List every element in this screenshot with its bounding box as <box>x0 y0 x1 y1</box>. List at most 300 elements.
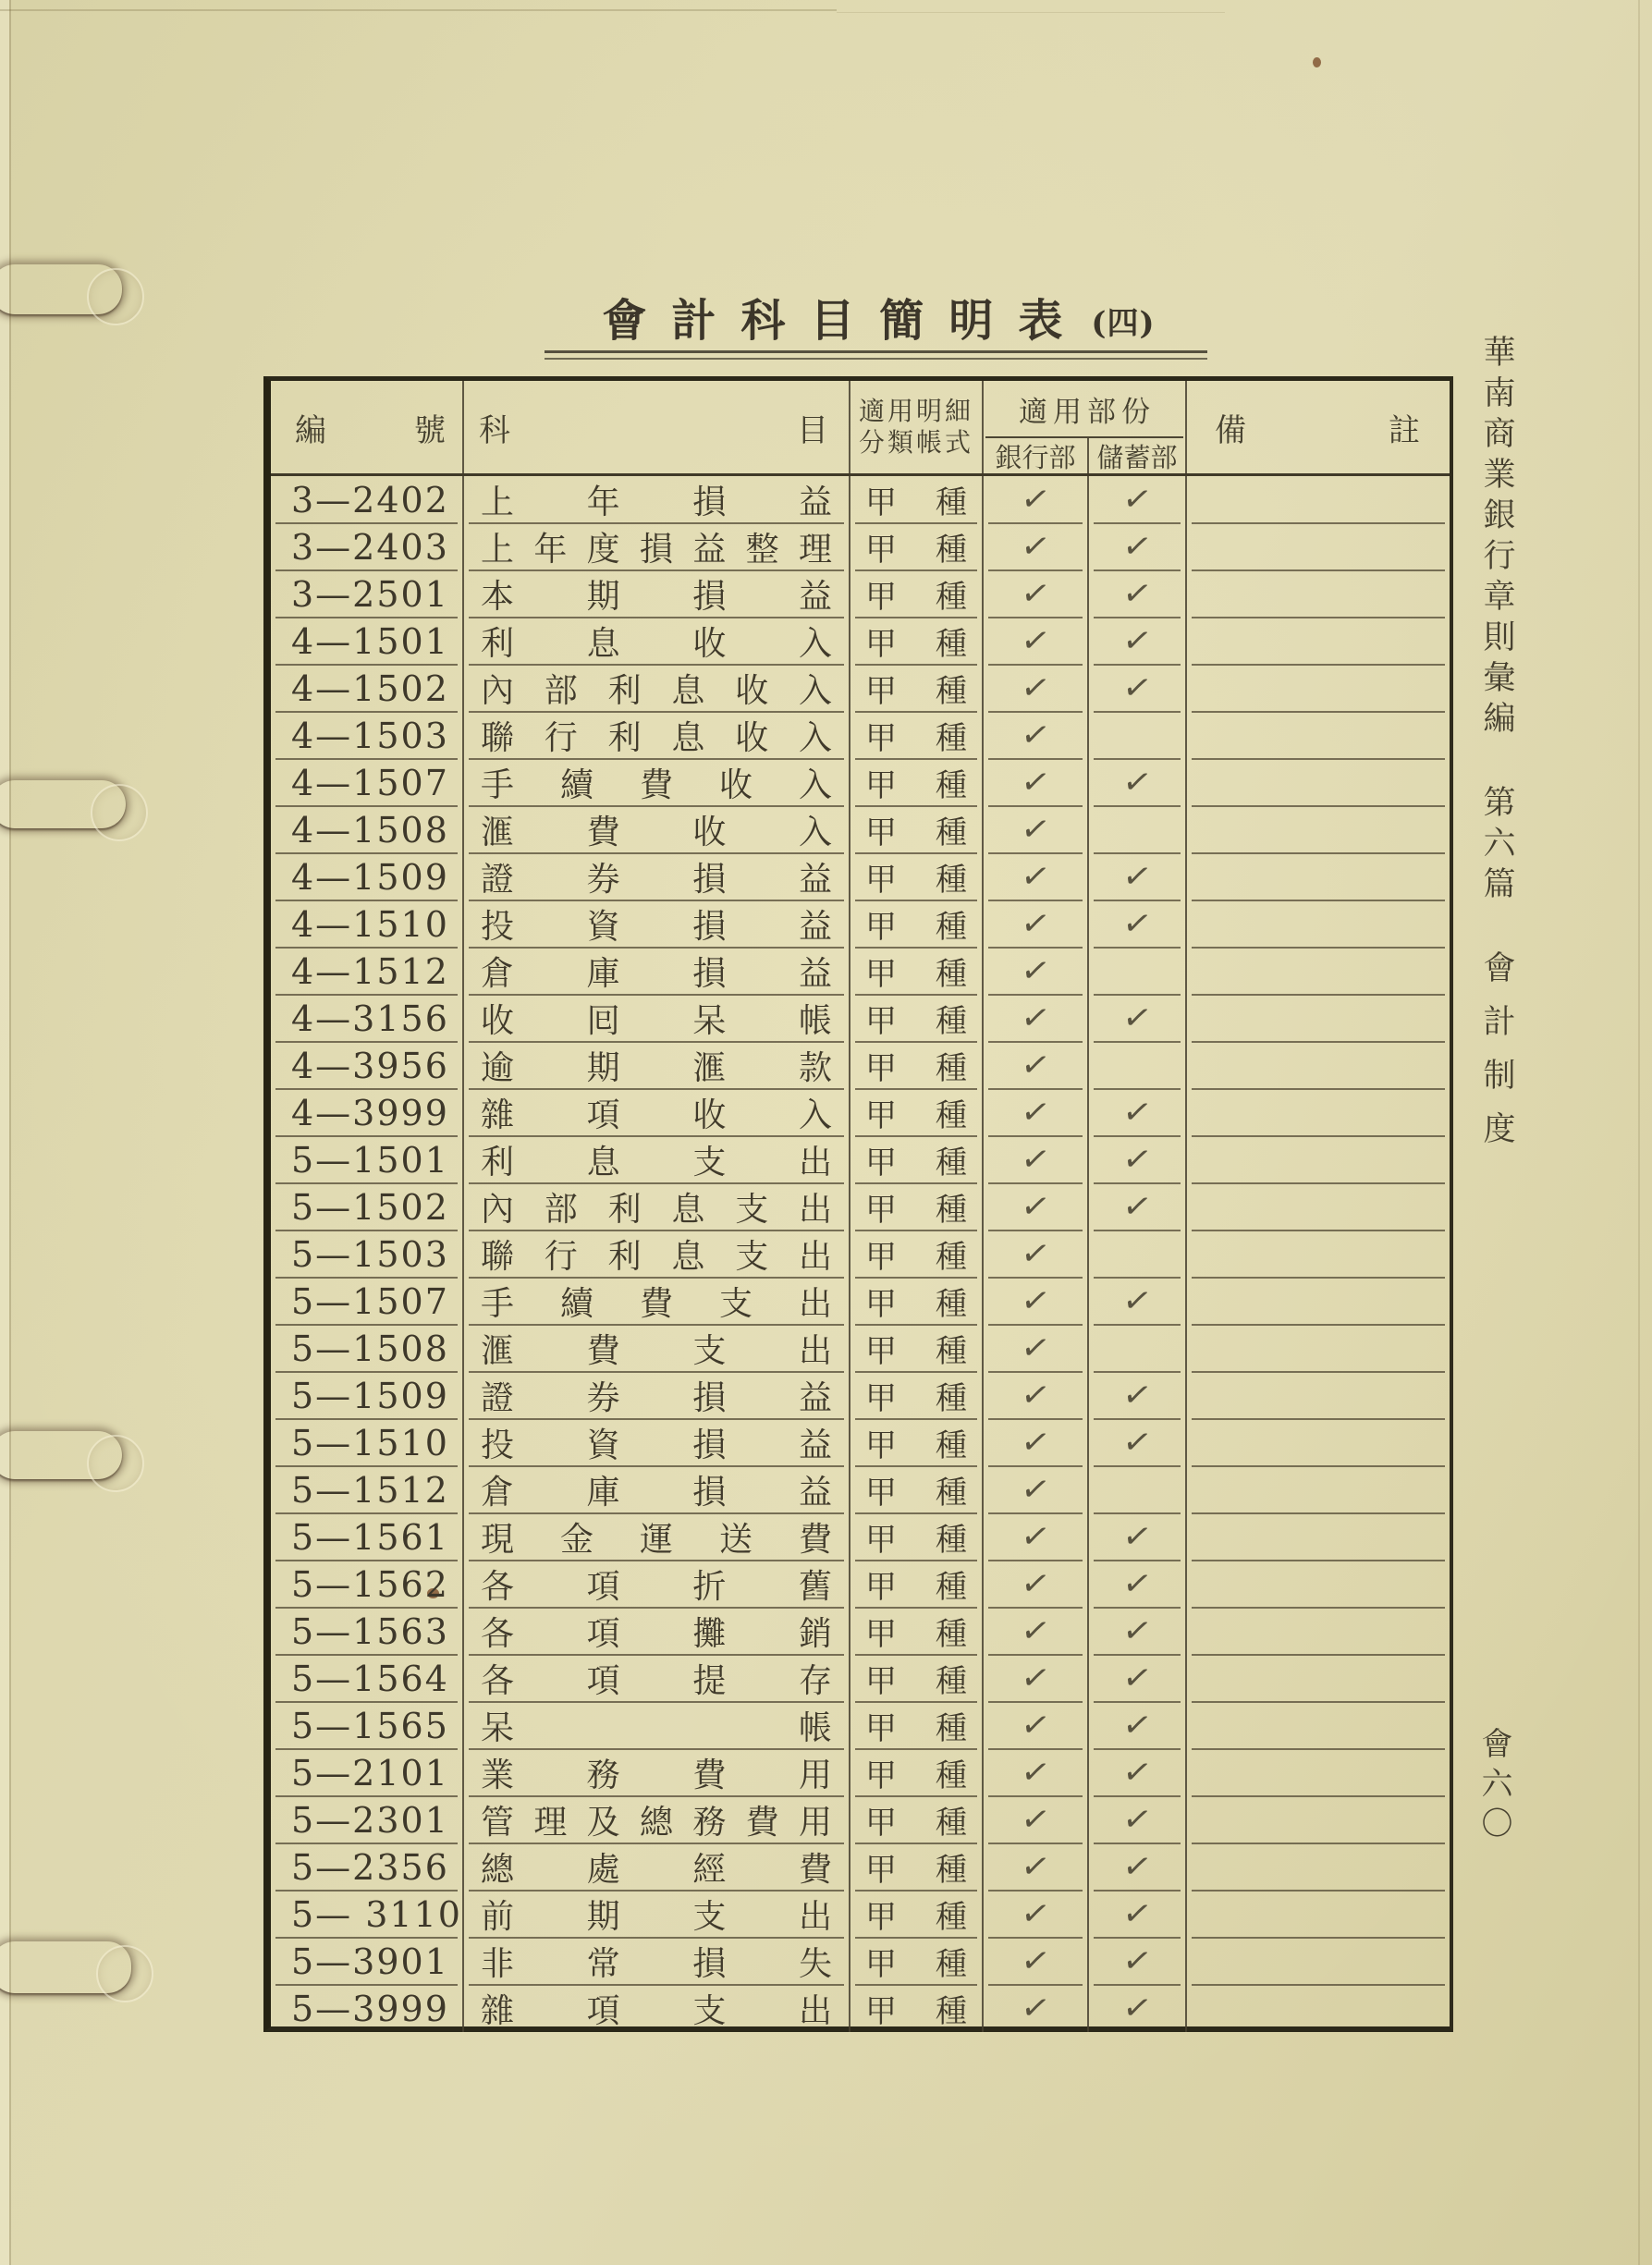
subject-char: 整 <box>745 531 779 569</box>
check-mark: ✓ <box>1018 1045 1053 1086</box>
col-header-savings-dept: 儲蓄部 <box>1096 441 1178 473</box>
table-row <box>271 1419 1450 1466</box>
account-subject-cell <box>464 523 850 570</box>
subject-char: 帳 <box>798 1002 832 1040</box>
subject-char: 支 <box>735 1238 769 1276</box>
ledger-type-char: 種 <box>936 1097 967 1134</box>
remarks-cell <box>1187 1325 1450 1372</box>
remarks-cell <box>1187 995 1450 1042</box>
savings-dept-cell <box>1089 853 1187 900</box>
subject-char: 利 <box>481 1144 515 1181</box>
table-row <box>271 1136 1450 1183</box>
account-code-cell: 5—3999 <box>271 1985 464 2032</box>
subject-char: 常 <box>586 1945 620 1983</box>
account-code-cell: 4—1501 <box>271 618 464 665</box>
ledger-type-char: 甲 <box>865 1663 897 1700</box>
ledger-type-char: 種 <box>936 1899 967 1936</box>
ledger-type-cell <box>850 1372 984 1419</box>
subject-char: 利 <box>607 672 642 710</box>
subject-char: 續 <box>559 1285 593 1323</box>
check-mark: ✓ <box>1120 1705 1155 1746</box>
account-subject-cell <box>464 665 850 712</box>
subject-char: 益 <box>798 484 832 521</box>
paper-speck <box>1313 57 1321 67</box>
savings-dept-cell <box>1089 1608 1187 1655</box>
savings-dept-cell <box>1089 1042 1187 1089</box>
account-code-cell: 5—3901 <box>271 1938 464 1985</box>
page-title <box>545 285 1207 349</box>
check-mark: ✓ <box>1018 1610 1053 1652</box>
check-mark: ✓ <box>1018 1280 1053 1322</box>
ledger-type-char: 種 <box>936 1239 967 1276</box>
remarks-cell <box>1187 1843 1450 1891</box>
subject-char: 聯 <box>481 719 515 757</box>
col-header-code <box>271 381 464 473</box>
account-code-cell: 5—1563 <box>271 1608 464 1655</box>
account-subject-cell <box>464 1513 850 1561</box>
account-subject-cell <box>464 570 850 618</box>
bank-dept-cell <box>984 1749 1089 1796</box>
subject-char: 支 <box>692 1992 727 2030</box>
table-row <box>271 712 1450 759</box>
check-mark: ✓ <box>1120 1941 1155 1982</box>
subject-char: 損 <box>692 955 727 993</box>
subject-char: 利 <box>607 1238 642 1276</box>
subject-char: 費 <box>692 1757 727 1794</box>
check-mark: ✓ <box>1018 1752 1053 1794</box>
subject-char: 利 <box>607 1191 642 1229</box>
ledger-type-char: 甲 <box>865 909 897 946</box>
account-subject-cell <box>464 1608 850 1655</box>
check-mark: ✓ <box>1120 1422 1155 1463</box>
subject-char: 損 <box>692 908 727 946</box>
savings-dept-cell <box>1089 1843 1187 1891</box>
subject-char: 務 <box>586 1757 620 1794</box>
subject-char: 期 <box>586 578 620 616</box>
ledger-type-cell <box>850 1325 984 1372</box>
savings-dept-cell <box>1089 759 1187 806</box>
subject-char: 收 <box>692 625 727 663</box>
col-header-subject <box>464 381 850 473</box>
savings-dept-cell <box>1089 1749 1187 1796</box>
bank-dept-cell <box>984 1561 1089 1608</box>
subject-char: 逾 <box>481 1049 515 1087</box>
title-double-underline <box>545 350 1207 360</box>
table-row <box>271 1466 1450 1513</box>
table-row <box>271 1325 1450 1372</box>
left-crease-line <box>9 0 11 2265</box>
subject-char: 費 <box>586 814 620 851</box>
subject-char: 本 <box>481 578 515 616</box>
ledger-type-cell <box>850 1230 984 1278</box>
check-mark: ✓ <box>1120 1846 1155 1888</box>
ledger-type-cell <box>850 759 984 806</box>
ledger-type-cell <box>850 570 984 618</box>
subject-char: 部 <box>544 1191 578 1229</box>
subject-char: 費 <box>745 1804 779 1842</box>
subject-char: 入 <box>798 1096 832 1134</box>
side-note-chapter: 第六篇 <box>1478 785 1515 907</box>
ledger-type-char: 種 <box>936 1663 967 1700</box>
subject-char: 損 <box>692 1474 727 1512</box>
ledger-type-char: 甲 <box>865 1946 897 1983</box>
bank-dept-cell <box>984 1938 1089 1985</box>
check-mark: ✓ <box>1120 1893 1155 1935</box>
account-subject-cell <box>464 1561 850 1608</box>
ledger-type-cell <box>850 900 984 948</box>
header-char: 科 <box>479 411 510 449</box>
subject-char: 前 <box>481 1898 515 1936</box>
account-code-cell: 5—1564 <box>271 1655 464 1702</box>
savings-dept-cell <box>1089 1136 1187 1183</box>
account-subject-cell <box>464 1325 850 1372</box>
subject-char: 呆 <box>692 1002 727 1040</box>
subject-char: 折 <box>692 1568 727 1606</box>
table-row <box>271 476 1450 523</box>
subject-char: 息 <box>671 1238 705 1276</box>
subject-char: 項 <box>586 1662 620 1700</box>
subject-char: 各 <box>481 1568 515 1606</box>
bank-dept-cell <box>984 1183 1089 1230</box>
table-row <box>271 1513 1450 1561</box>
savings-dept-cell <box>1089 1938 1187 1985</box>
applicable-depts-label: 適用部份 <box>1019 395 1156 429</box>
header-char: 註 <box>1389 411 1420 449</box>
top-edge-line <box>0 9 837 11</box>
binding-thread <box>0 780 126 828</box>
bank-dept-cell <box>984 1796 1089 1843</box>
table-row <box>271 1278 1450 1325</box>
account-subject-cell <box>464 900 850 948</box>
table-row <box>271 570 1450 618</box>
ledger-type-cell <box>850 1891 984 1938</box>
subject-char: 益 <box>798 1474 832 1512</box>
bank-dept-cell <box>984 1466 1089 1513</box>
subject-char: 出 <box>798 1144 832 1181</box>
account-subject-cell <box>464 1042 850 1089</box>
accounts-table <box>263 376 1453 2032</box>
ledger-type-cell <box>850 1183 984 1230</box>
subject-char: 息 <box>586 1144 620 1181</box>
header-char: 備 <box>1215 411 1246 449</box>
ledger-type-char: 甲 <box>865 1333 897 1370</box>
subject-char: 入 <box>798 814 832 851</box>
table-row <box>271 1749 1450 1796</box>
bank-dept-cell <box>984 1089 1089 1136</box>
account-code-cell: 5—2301 <box>271 1796 464 1843</box>
subject-char: 舊 <box>798 1568 832 1606</box>
remarks-cell <box>1187 712 1450 759</box>
check-mark: ✓ <box>1120 1563 1155 1605</box>
check-mark: ✓ <box>1120 1658 1155 1699</box>
account-subject-cell <box>464 1136 850 1183</box>
account-subject-cell <box>464 712 850 759</box>
subject-char: 損 <box>692 578 727 616</box>
subject-char: 益 <box>798 861 832 899</box>
remarks-cell <box>1187 1372 1450 1419</box>
ledger-type-char: 種 <box>936 1852 967 1889</box>
ledger-type-char: 種 <box>936 532 967 569</box>
check-mark: ✓ <box>1018 1705 1053 1746</box>
ledger-type-cell <box>850 948 984 995</box>
ledger-type-char: 甲 <box>865 1522 897 1559</box>
subject-char: 總 <box>639 1804 673 1842</box>
remarks-cell <box>1187 759 1450 806</box>
check-mark: ✓ <box>1120 526 1155 568</box>
ledger-type-cell <box>850 806 984 853</box>
account-subject-cell <box>464 759 850 806</box>
subject-char: 手 <box>481 766 515 804</box>
savings-dept-cell <box>1089 1419 1187 1466</box>
subject-char: 及 <box>586 1804 620 1842</box>
subject-char: 庫 <box>586 955 620 993</box>
check-mark: ✓ <box>1120 1092 1155 1133</box>
ledger-type-char: 甲 <box>865 1899 897 1936</box>
ledger-type-char: 甲 <box>865 956 897 993</box>
account-code-cell: 5—1561 <box>271 1513 464 1561</box>
check-mark: ✓ <box>1018 998 1053 1039</box>
account-code-cell: 3—2403 <box>271 523 464 570</box>
ledger-type-char: 種 <box>936 1333 967 1370</box>
ledger-type-char: 種 <box>936 720 967 757</box>
subject-char: 券 <box>586 1379 620 1417</box>
account-code-cell: 5—1565 <box>271 1702 464 1749</box>
table-row <box>271 1608 1450 1655</box>
ledger-type-char: 甲 <box>865 1569 897 1606</box>
savings-dept-cell <box>1089 1325 1187 1372</box>
ledger-type-char: 種 <box>936 909 967 946</box>
table-row <box>271 1702 1450 1749</box>
subject-char: 收 <box>735 719 769 757</box>
check-mark: ✓ <box>1120 573 1155 615</box>
check-mark: ✓ <box>1018 1941 1053 1982</box>
subject-char: 益 <box>798 1426 832 1464</box>
bank-dept-cell <box>984 759 1089 806</box>
savings-dept-cell <box>1089 1089 1187 1136</box>
remarks-cell <box>1187 1702 1450 1749</box>
ledger-type-char: 種 <box>936 1286 967 1323</box>
ledger-type-char: 甲 <box>865 1145 897 1181</box>
check-mark: ✓ <box>1120 856 1155 898</box>
subject-char: 益 <box>798 908 832 946</box>
table-row <box>271 948 1450 995</box>
subject-char: 益 <box>798 578 832 616</box>
check-mark: ✓ <box>1120 1516 1155 1558</box>
remarks-cell <box>1187 1938 1450 1985</box>
check-mark: ✓ <box>1120 667 1155 709</box>
check-mark: ✓ <box>1018 809 1053 851</box>
remarks-cell <box>1187 1796 1450 1843</box>
check-mark: ✓ <box>1018 1799 1053 1841</box>
subject-char: 益 <box>692 531 727 569</box>
ledger-type-cell <box>850 1938 984 1985</box>
savings-dept-cell <box>1089 665 1187 712</box>
remarks-cell <box>1187 1466 1450 1513</box>
ledger-type-cell <box>850 1278 984 1325</box>
bank-dept-cell <box>984 1513 1089 1561</box>
subject-char: 費 <box>798 1851 832 1889</box>
table-row <box>271 853 1450 900</box>
subject-char: 項 <box>586 1568 620 1606</box>
ledger-type-char: 甲 <box>865 579 897 616</box>
ledger-type-char: 種 <box>936 1569 967 1606</box>
ledger-type-char: 種 <box>936 1993 967 2030</box>
check-mark: ✓ <box>1018 1846 1053 1888</box>
check-mark: ✓ <box>1018 1092 1053 1133</box>
bank-dept-cell <box>984 1891 1089 1938</box>
account-subject-cell <box>464 1749 850 1796</box>
bank-dept-cell <box>984 1419 1089 1466</box>
subject-char: 收 <box>692 1096 727 1134</box>
remarks-cell <box>1187 523 1450 570</box>
ledger-type-char: 種 <box>936 1145 967 1181</box>
bank-dept-cell <box>984 1136 1089 1183</box>
remarks-cell <box>1187 618 1450 665</box>
ledger-type-cell <box>850 1608 984 1655</box>
subject-char: 現 <box>481 1521 515 1559</box>
bank-dept-cell <box>984 712 1089 759</box>
table-row <box>271 1561 1450 1608</box>
table-row <box>271 1891 1450 1938</box>
subject-char: 項 <box>586 1992 620 2030</box>
ledger-type-char: 甲 <box>865 1757 897 1794</box>
subject-char: 部 <box>544 672 578 710</box>
ledger-type-char: 甲 <box>865 1003 897 1040</box>
check-mark: ✓ <box>1018 479 1053 520</box>
ledger-type-char: 甲 <box>865 1050 897 1087</box>
table-row <box>271 1042 1450 1089</box>
ledger-type-char: 甲 <box>865 673 897 710</box>
ledger-format-line1: 適用明細 <box>858 396 973 427</box>
account-code-cell: 5—1501 <box>271 1136 464 1183</box>
bank-dept-cell <box>984 1702 1089 1749</box>
account-code-cell: 5—2101 <box>271 1749 464 1796</box>
ledger-type-char: 種 <box>936 862 967 899</box>
depts-subheader <box>984 438 1185 473</box>
subject-char: 利 <box>607 719 642 757</box>
subject-char: 滙 <box>481 814 515 851</box>
check-mark: ✓ <box>1018 1328 1053 1369</box>
ledger-type-cell <box>850 1796 984 1843</box>
remarks-cell <box>1187 665 1450 712</box>
subject-char: 倉 <box>481 955 515 993</box>
right-edge-line <box>1638 0 1640 2265</box>
header-char: 目 <box>797 411 828 449</box>
bank-dept-cell <box>984 1278 1089 1325</box>
savings-dept-cell <box>1089 1796 1187 1843</box>
savings-dept-cell <box>1089 1702 1187 1749</box>
subject-char: 行 <box>544 1238 578 1276</box>
subject-char: 益 <box>798 1379 832 1417</box>
savings-dept-cell <box>1089 1655 1187 1702</box>
subject-char: 入 <box>798 719 832 757</box>
side-note <box>1474 335 1520 1165</box>
subject-char: 各 <box>481 1662 515 1700</box>
subject-char: 金 <box>559 1521 593 1559</box>
subject-char: 聯 <box>481 1238 515 1276</box>
subject-char: 期 <box>586 1049 620 1087</box>
account-subject-cell <box>464 1985 850 2032</box>
savings-dept-cell <box>1089 523 1187 570</box>
account-code-cell: 5— 3110 <box>271 1891 464 1938</box>
ledger-type-cell <box>850 1985 984 2032</box>
subject-char: 行 <box>544 719 578 757</box>
subject-char: 券 <box>586 861 620 899</box>
account-subject-cell <box>464 1891 850 1938</box>
table-row <box>271 995 1450 1042</box>
subject-char: 倉 <box>481 1474 515 1512</box>
subject-char: 年 <box>533 531 568 569</box>
subject-char: 支 <box>692 1144 727 1181</box>
remarks-cell <box>1187 1089 1450 1136</box>
subject-char: 支 <box>692 1332 727 1370</box>
ledger-type-cell <box>850 618 984 665</box>
bank-dept-cell <box>984 806 1089 853</box>
account-code-cell: 5—1509 <box>271 1372 464 1419</box>
ledger-type-char: 甲 <box>865 626 897 663</box>
savings-dept-cell <box>1089 806 1187 853</box>
header-char: 號 <box>414 411 446 449</box>
subject-char: 用 <box>798 1804 832 1842</box>
ledger-type-cell <box>850 995 984 1042</box>
table-row <box>271 618 1450 665</box>
ledger-type-char: 種 <box>936 1710 967 1747</box>
ledger-type-char: 甲 <box>865 862 897 899</box>
check-mark: ✓ <box>1120 762 1155 803</box>
ledger-type-cell <box>850 1466 984 1513</box>
subject-char: 業 <box>481 1757 515 1794</box>
bank-dept-cell <box>984 523 1089 570</box>
subject-char: 管 <box>481 1804 515 1842</box>
ledger-type-cell <box>850 476 984 523</box>
subject-char: 帳 <box>798 1709 832 1747</box>
account-subject-cell <box>464 1372 850 1419</box>
ledger-type-cell <box>850 523 984 570</box>
subject-char: 滙 <box>692 1049 727 1087</box>
table-row <box>271 1655 1450 1702</box>
header-char: 編 <box>295 411 326 449</box>
remarks-cell <box>1187 948 1450 995</box>
bank-dept-cell <box>984 1655 1089 1702</box>
check-mark: ✓ <box>1120 479 1155 520</box>
remarks-cell <box>1187 1655 1450 1702</box>
account-code-cell: 4—3156 <box>271 995 464 1042</box>
remarks-cell <box>1187 1749 1450 1796</box>
subject-char: 出 <box>798 1238 832 1276</box>
check-mark: ✓ <box>1018 950 1053 992</box>
ledger-type-char: 種 <box>936 1475 967 1512</box>
subject-char: 益 <box>798 955 832 993</box>
subject-char: 息 <box>671 1191 705 1229</box>
ledger-type-char: 甲 <box>865 1192 897 1229</box>
subject-char: 費 <box>586 1332 620 1370</box>
remarks-cell <box>1187 1136 1450 1183</box>
ledger-type-cell <box>850 1655 984 1702</box>
subject-char: 存 <box>798 1662 832 1700</box>
check-mark: ✓ <box>1018 1233 1053 1275</box>
account-code-cell: 5—2356 <box>271 1843 464 1891</box>
subject-char: 上 <box>481 484 515 521</box>
bank-dept-cell <box>984 900 1089 948</box>
check-mark: ✓ <box>1018 620 1053 662</box>
ledger-type-char: 甲 <box>865 1852 897 1889</box>
remarks-cell <box>1187 1042 1450 1089</box>
subject-char: 費 <box>798 1521 832 1559</box>
ledger-type-char: 甲 <box>865 814 897 851</box>
subject-char: 出 <box>798 1898 832 1936</box>
ledger-type-cell <box>850 1136 984 1183</box>
check-mark: ✓ <box>1018 1469 1053 1511</box>
